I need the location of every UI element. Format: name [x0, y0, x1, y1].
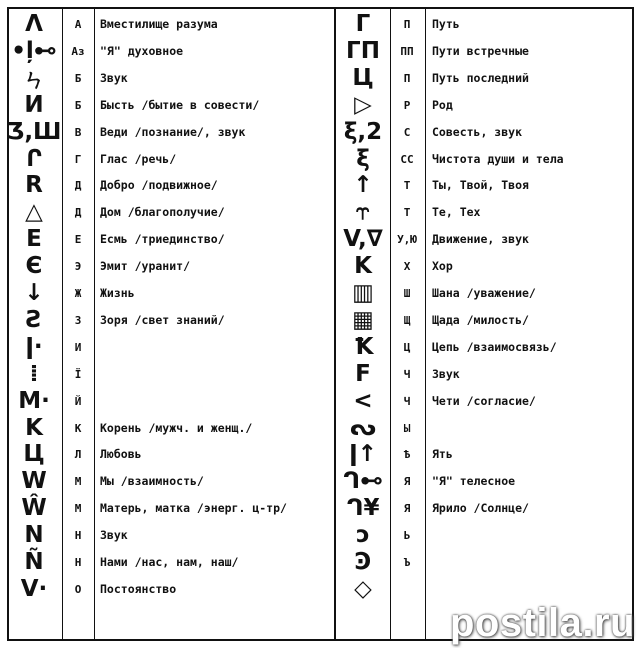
- rune-glyph: Ꝁ: [355, 333, 371, 360]
- rune-glyph: ᒉ¥: [346, 495, 380, 522]
- cyrillic-letter: Д: [74, 206, 82, 220]
- cyrillic-letter: З: [74, 313, 82, 327]
- rune-glyph: Ñ: [24, 549, 44, 575]
- cyrillic-letter: Ч: [403, 367, 411, 381]
- cyrillic-letter: Я: [403, 475, 411, 489]
- cyrillic-letter: Б: [74, 98, 82, 112]
- rune-glyph: Ц: [23, 441, 45, 468]
- rune-glyph: ξ,2: [343, 118, 383, 145]
- rune-glyph: Є: [25, 253, 43, 280]
- cyrillic-letter: О: [74, 582, 82, 596]
- rune-glyph: ξ: [356, 145, 370, 172]
- cyrillic-letter: М: [74, 475, 82, 489]
- cyrillic-letter: Н: [74, 556, 82, 569]
- rune-glyph: Ц: [352, 64, 374, 91]
- rune-meaning: Корень /мужч. и женщ./: [100, 420, 253, 435]
- rune-glyph: V·: [20, 575, 48, 602]
- rune-glyph: △: [25, 199, 43, 226]
- rune-glyph: M·: [18, 387, 50, 414]
- rune-meaning: Веди /познание/, звук: [100, 124, 246, 139]
- rune-meaning: Любовь: [100, 447, 142, 462]
- rune-glyph: W: [21, 468, 47, 495]
- rune-meaning: Хор: [432, 259, 453, 274]
- rune-glyph: E: [26, 226, 42, 253]
- rune-glyph: ⁞: [29, 360, 39, 387]
- rune-glyph: ᒉ⊷: [342, 468, 384, 495]
- rune-meaning: Мы /взаимность/: [100, 474, 204, 489]
- cyrillic-letter: Ч: [403, 394, 411, 408]
- rune-meaning: Нами /нас, нам, наш/: [100, 555, 239, 569]
- cyrillic-letter: Ш: [403, 287, 411, 300]
- right-col-divider-2: [425, 7, 426, 640]
- cyrillic-letter: Щ: [403, 313, 411, 327]
- rune-glyph: ГП: [346, 37, 380, 64]
- rune-meaning: Эмит /уранит/: [100, 259, 191, 274]
- cyrillic-letter: С: [403, 125, 411, 139]
- rune-glyph: ᔓ: [349, 414, 377, 441]
- rune-meaning: Ты, Твой, Твоя: [432, 178, 529, 193]
- cyrillic-letter: Т: [403, 206, 411, 220]
- cyrillic-letter: Д: [74, 179, 82, 193]
- cyrillic-letter: Ъ: [403, 556, 411, 569]
- rune-meaning: Добро /подвижное/: [100, 178, 218, 193]
- rune-meaning: Дом /благополучие/: [100, 205, 225, 220]
- cyrillic-letter: И: [74, 340, 82, 354]
- cyrillic-letter: В: [74, 125, 82, 139]
- cyrillic-letter: Ы: [403, 421, 411, 435]
- rune-meaning: Ярило /Солнце/: [432, 501, 529, 516]
- cyrillic-letter: Ь: [403, 529, 411, 543]
- cyrillic-letter: А: [74, 18, 82, 31]
- cyrillic-letter: Я: [403, 502, 411, 516]
- cyrillic-letter: Б: [74, 71, 82, 85]
- rune-glyph: ǀ↑: [349, 441, 377, 468]
- rune-glyph: ↓: [24, 280, 44, 306]
- rune-glyph: Λ: [25, 11, 43, 37]
- rune-glyph: K: [354, 253, 372, 280]
- rune-meaning: "Я" духовное: [100, 43, 184, 58]
- rune-meaning: Есмь /триединство/: [100, 232, 225, 247]
- rune-meaning: Звук: [100, 528, 128, 543]
- rune-glyph: ⥾: [356, 199, 370, 226]
- cyrillic-letter: Л: [74, 448, 82, 462]
- rune-glyph: Ͷ: [24, 91, 44, 118]
- rune-glyph: ▷: [354, 91, 372, 118]
- cyrillic-letter: СС: [400, 152, 414, 166]
- rune-glyph: ▥: [352, 280, 374, 306]
- cyrillic-letter: П: [403, 18, 411, 31]
- rune-glyph: V,∇: [343, 226, 383, 253]
- rune-glyph: ↑: [353, 172, 373, 199]
- cyrillic-letter: Т: [403, 179, 411, 193]
- cyrillic-letter: К: [74, 421, 82, 435]
- rune-glyph: Ͽ: [354, 549, 372, 575]
- rune-meaning: "Я" телесное: [432, 474, 516, 489]
- cyrillic-letter: У,Ю: [397, 233, 417, 247]
- rune-glyph: R: [25, 172, 43, 199]
- rune-meaning: Вместилище разума: [100, 17, 218, 31]
- cyrillic-letter: Н: [74, 529, 82, 543]
- rune-glyph: K: [25, 414, 43, 441]
- rune-glyph: ㄣ: [22, 67, 46, 94]
- rune-glyph: Ƨ: [25, 306, 43, 333]
- rune-glyph: F: [355, 360, 371, 387]
- rune-meaning: Пути встречные: [432, 43, 529, 58]
- cyrillic-letter: М: [74, 502, 82, 516]
- rune-meaning: Те, Тех: [432, 205, 481, 220]
- rune-glyph: ◇: [354, 575, 372, 602]
- cyrillic-letter: ПП: [400, 44, 414, 58]
- rune-glyph: <: [353, 387, 373, 414]
- rune-meaning: Матерь, матка /энерг. ц-тр/: [100, 501, 287, 516]
- cyrillic-letter: Х: [403, 260, 411, 274]
- cyrillic-letter: П: [403, 71, 411, 85]
- cyrillic-letter: Аз: [71, 44, 85, 58]
- rune-meaning: Постоянство: [100, 581, 177, 596]
- cyrillic-letter: Ѣ: [403, 448, 411, 462]
- rune-meaning: Путь последний: [432, 70, 529, 85]
- cyrillic-letter: Й: [74, 394, 82, 408]
- rune-meaning: Чети /согласие/: [432, 393, 536, 408]
- rune-glyph: ǀ·: [25, 333, 43, 360]
- cyrillic-letter: Э: [74, 260, 82, 274]
- rune-glyph: ▦: [352, 306, 374, 333]
- rune-meaning: Глас /речь/: [100, 151, 177, 166]
- rune-meaning: Бысть /бытие в совести/: [100, 97, 260, 112]
- rune-meaning: Шана /уважение/: [432, 286, 536, 300]
- rune-meaning: Звук: [432, 366, 460, 381]
- rune-meaning: Движение, звук: [432, 232, 529, 247]
- rune-glyph: N: [24, 522, 44, 549]
- cyrillic-letter: Ї: [74, 367, 82, 381]
- rune-meaning: Щада /милость/: [432, 312, 529, 327]
- cyrillic-letter: Е: [74, 233, 82, 247]
- rune-meaning: Зоря /свет знаний/: [100, 312, 225, 327]
- cyrillic-letter: Г: [74, 152, 82, 166]
- rune-meaning: Жизнь: [100, 286, 135, 300]
- rune-glyph: Г: [355, 11, 371, 37]
- rune-glyph: •ļ⊷: [11, 37, 57, 64]
- rune-meaning: Совесть, звук: [432, 124, 523, 139]
- rune-glyph: ↄ: [356, 522, 370, 549]
- cyrillic-letter: Ц: [403, 340, 411, 354]
- rune-meaning: Ять: [432, 447, 453, 462]
- cyrillic-letter: Р: [403, 98, 411, 112]
- rune-glyph: Ʒ,Ш: [6, 118, 62, 145]
- rune-meaning: Род: [432, 97, 453, 112]
- rune-meaning: Цепь /взаимосвязь/: [432, 339, 557, 354]
- rune-meaning: Чистота души и тела: [432, 151, 564, 166]
- rune-glyph: Ր: [26, 145, 42, 172]
- cyrillic-letter: Ж: [74, 287, 82, 300]
- rune-meaning: Путь: [432, 17, 460, 31]
- rune-glyph: Ŵ: [21, 495, 47, 522]
- watermark: postila.ru: [449, 601, 635, 645]
- rune-meaning: Звук: [100, 70, 128, 85]
